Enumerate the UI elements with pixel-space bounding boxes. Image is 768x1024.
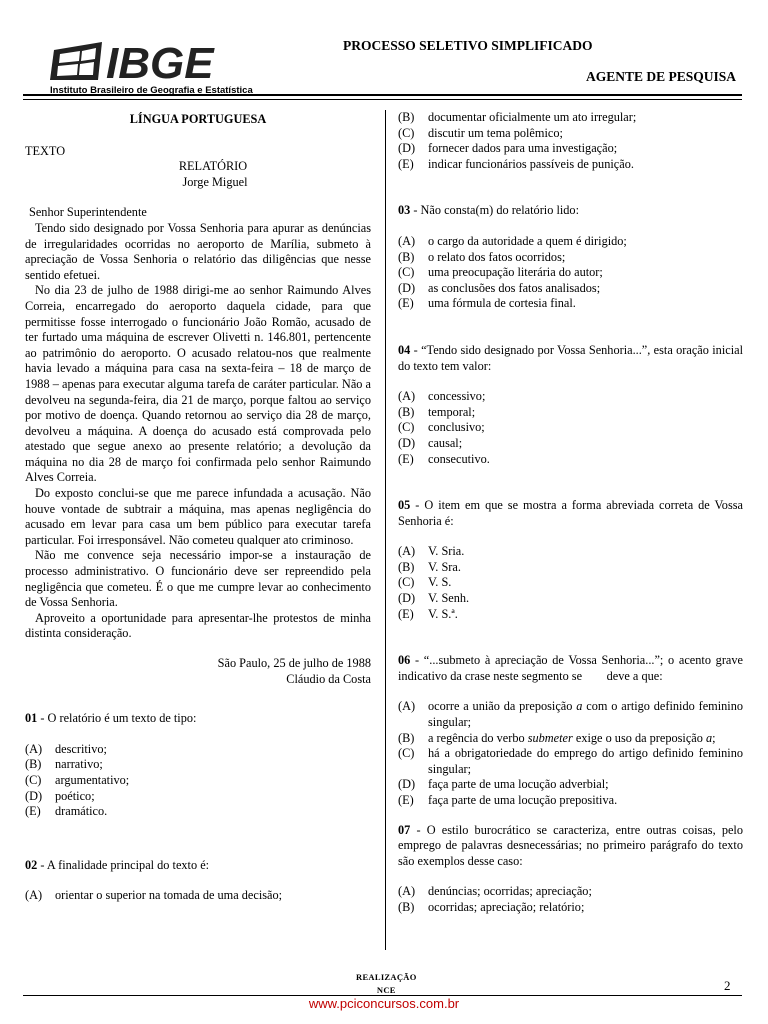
option-b[interactable]: (B) narrativo; [25, 757, 103, 772]
logo-wordmark: IBGE [106, 42, 214, 84]
option-b[interactable]: (B) a regência do verbo submeter exige o uso da preposição a; [398, 730, 716, 745]
question-stem: 06 - “...submeto à apreciação de Vossa Senhoria...”; o acento grave indicativo da crase neste segmento se deve a que: [398, 653, 747, 683]
text-paragraph: No dia 23 de julho de 1988 dirigi-me ao senhor Raimundo Alves Correia, encarregado do aeroporto daquela cidade, para que permitisse fosse interrogado o funcionário João Romão, acusado de ter furtado uma máquina de escrever Olivetti n. 146.801, pertencente ao patrimônio do aeroporto. O acusado relatou-nos que realmente havia levado a máquina para casa na sexta-feira – 18 de março de 1988 – apenas para executar alguma tarefa de caráter particular. Não a devolveu na segunda-feira, dia 21 de março, porque faltou ao serviço por motivo de doença. Quando retornou ao serviço dia 28 de março, devolveu a máquina. A doença do acusado está comprovada pelo atestado que segue anexo ao presente relatório; a devolução da máquina no dia 28 de março foi confirmada pelo senhor Raimundo Alves Correia. [25, 283, 371, 485]
right-column [398, 110, 747, 916]
text-author: Jorge Miguel [182, 174, 248, 189]
text-paragraph: Aproveito a oportunidade para apresentar-lhe protestos de minha distinta consideração. [25, 610, 371, 641]
question-02-continued [398, 110, 743, 172]
option-b[interactable]: (B) documentar oficialmente um ato irregular; [398, 110, 637, 124]
question-stem: 07 - O estilo burocrático se caracteriza, entre outras coisas, pelo emprego de palavras desnecessárias; no primeiro parágrafo do texto são exemplos desse caso: [398, 822, 743, 868]
option-c[interactable]: (C) argumentativo; [25, 772, 130, 787]
exam-role: AGENTE DE PESQUISA [585, 69, 736, 84]
question-number: 01 [25, 711, 38, 726]
option-e[interactable]: (E) V. S.ª. [398, 606, 458, 621]
option-d[interactable]: (D) poético; [25, 788, 95, 803]
question-07 [398, 823, 743, 916]
text-paragraph: Do exposto conclui-se que me parece infundada a acusação. Não houve vontade de subtrair a máquina, mas apenas negligência do acusado em levar para casa um bem público para executar tarefa particular. Foi irresponsável. Não cometeu qualquer ato criminoso. [25, 486, 371, 547]
ibge-logo-mark [50, 42, 250, 84]
column-divider [385, 110, 386, 950]
subject-title: LÍNGUA PORTUGUESA [129, 112, 267, 126]
text-paragraph: Não me convence seja necessário impor-se a instauração de processo administrativo. O funcionário deve ser repreendido pela negligência que cometeu. É o que me cumpre levar ao conhecimento de Vossa Senhoria. [25, 548, 371, 610]
logo-subtitle: Instituto Brasileiro de Geografia e Estatística [50, 85, 253, 96]
option-b[interactable]: (B) temporal; [398, 404, 476, 419]
question-stem: 04 - “Tendo sido designado por Vossa Senhoria...”, esta oração inicial do texto tem valor: [398, 342, 743, 373]
option-d[interactable]: (D) causal; [398, 435, 463, 450]
text-place-date: São Paulo, 25 de julho de 1988 [217, 656, 371, 670]
text-signature: Cláudio da Costa [286, 671, 371, 686]
question-number: 07 [398, 822, 411, 837]
text-salutation: Senhor Superintendente [29, 205, 147, 220]
footer-realizacao [356, 971, 417, 997]
option-e[interactable]: (E) consecutivo. [398, 451, 490, 466]
option-a[interactable]: (A) orientar o superior na tomada de uma decisão; [25, 888, 283, 903]
header-rule [23, 94, 742, 96]
text-label: TEXTO [25, 143, 66, 158]
option-c[interactable]: (C) V. S. [398, 575, 452, 590]
option-a[interactable]: (A) descritivo; [25, 741, 107, 756]
text-paragraph: Tendo sido designado por Vossa Senhoria para apurar as denúncias de irregularidades ocorridas no aeroporto de Marília, submeto à apreciação de Vossa Senhoria o relatório das diligências que nesse sentido efetuei. [25, 220, 371, 282]
option-e[interactable]: (E) dramático. [25, 804, 108, 819]
option-e[interactable]: (E) uma fórmula de cortesia final. [398, 296, 576, 311]
question-stem: 03 - Não consta(m) do relatório lido: [398, 203, 579, 218]
question-number: 06 [398, 653, 411, 668]
option-b[interactable]: (B) V. Sra. [398, 559, 461, 574]
ibge-logo [50, 42, 253, 98]
page-number: 2 [724, 978, 731, 993]
page-header [0, 0, 768, 112]
question-02 [25, 858, 371, 904]
option-b[interactable]: (B) o relato dos fatos ocorridos; [398, 249, 566, 264]
question-01 [25, 711, 371, 820]
question-03 [398, 203, 743, 312]
option-a[interactable]: (A) denúncias; ocorridas; apreciação; [398, 884, 592, 899]
question-number: 04 [398, 342, 411, 357]
option-a[interactable]: (A) o cargo da autoridade a quem é dirigido; [398, 233, 627, 248]
option-b[interactable]: (B) ocorridas; apreciação; relatório; [398, 899, 585, 914]
question-06 [398, 653, 747, 808]
option-a[interactable]: (A) concessivo; [398, 389, 486, 404]
question-number: 05 [398, 498, 411, 513]
footer-org: NCE [376, 985, 396, 995]
option-c[interactable]: (C) uma preocupação literária do autor; [398, 265, 603, 280]
option-c[interactable]: (C) conclusivo; [398, 420, 485, 435]
option-d[interactable]: (D) as conclusões dos fatos analisados; [398, 280, 601, 295]
exam-title: PROCESSO SELETIVO SIMPLIFICADO [343, 38, 593, 53]
header-rule-thin [23, 99, 742, 100]
option-a[interactable]: (A) ocorre a união da preposição a com o artigo definido feminino singular; [398, 699, 743, 730]
option-d[interactable]: (D) fornecer dados para uma investigação; [398, 141, 618, 156]
text-title: RELATÓRIO [178, 159, 248, 174]
option-d[interactable]: (D) faça parte de uma locução adverbial; [398, 777, 609, 792]
option-e[interactable]: (E) faça parte de uma locução prepositiva. [398, 793, 618, 807]
left-column [25, 110, 371, 904]
website-link[interactable]: www.pciconcursos.com.br [308, 996, 460, 1011]
question-stem: 05 - O item em que se mostra a forma abreviada correta de Vossa Senhoria é: [398, 498, 743, 528]
question-number: 02 [25, 857, 38, 872]
option-a[interactable]: (A) V. Sria. [398, 544, 465, 559]
question-05 [398, 498, 743, 622]
question-stem: 02 - A finalidade principal do texto é: [25, 857, 210, 872]
option-e[interactable]: (E) indicar funcionários passíveis de punição. [398, 156, 634, 171]
option-c[interactable]: (C) há a obrigatoriedade do emprego do artigo definido feminino singular; [398, 746, 743, 776]
question-stem: 01 - O relatório é um texto de tipo: [25, 711, 197, 726]
option-c[interactable]: (C) discutir um tema polêmico; [398, 125, 563, 140]
option-d[interactable]: (D) V. Senh. [398, 591, 470, 606]
question-04 [398, 343, 743, 467]
question-number: 03 [398, 203, 411, 218]
footer-realizacao-label: REALIZAÇÃO [356, 972, 417, 982]
